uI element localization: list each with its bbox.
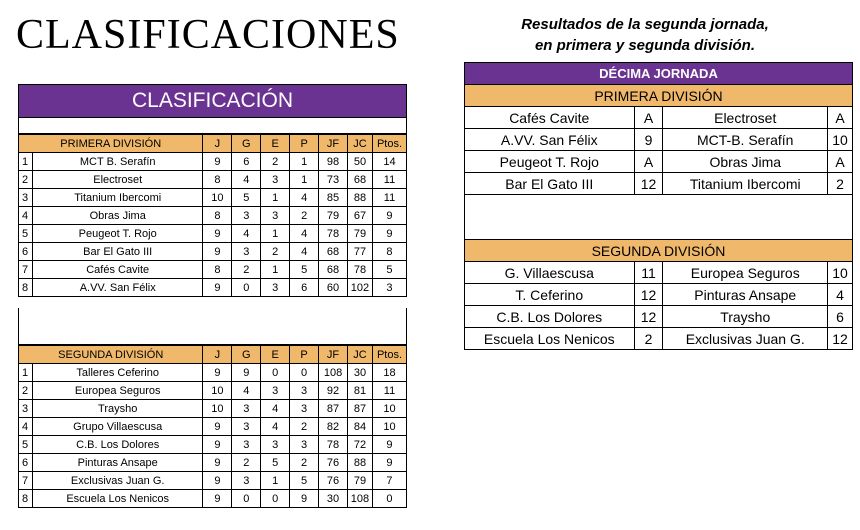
- stat-cell: 6: [290, 279, 319, 297]
- stat-cell: 9: [203, 418, 232, 436]
- subtitle-line-2: en primera y segunda división.: [534, 37, 756, 54]
- position-cell: 5: [19, 225, 33, 243]
- stat-cell: 11: [372, 189, 406, 207]
- stat-cell: 3: [261, 279, 290, 297]
- table-row: [19, 490, 407, 508]
- away-score-cell: 2: [828, 173, 853, 195]
- stat-cell: 9: [232, 364, 261, 382]
- stat-cell: 10: [372, 418, 406, 436]
- standings-gap: [18, 308, 407, 345]
- table-row: [19, 207, 407, 225]
- team-cell: Talleres Ceferino: [32, 364, 202, 382]
- primera-division-label: PRIMERA DIVISIÓN: [19, 135, 203, 153]
- away-score-cell: 4: [828, 284, 853, 306]
- table-row: [19, 382, 407, 400]
- home-team-cell: Peugeot T. Rojo: [465, 151, 635, 173]
- position-cell: 2: [19, 382, 33, 400]
- stat-cell: 2: [261, 243, 290, 261]
- stat-cell: 3: [372, 279, 406, 297]
- stat-cell: 60: [319, 279, 348, 297]
- stat-cell: 2: [232, 454, 261, 472]
- position-cell: 1: [19, 364, 33, 382]
- stat-cell: 11: [372, 171, 406, 189]
- away-team-cell: Titanium Ibercomi: [663, 173, 828, 195]
- stat-cell: 3: [290, 382, 319, 400]
- home-score-cell: A: [634, 151, 663, 173]
- position-cell: 8: [19, 490, 33, 508]
- stat-cell: 77: [348, 243, 373, 261]
- position-cell: 2: [19, 171, 33, 189]
- col-p: P: [290, 135, 319, 153]
- team-cell: Pinturas Ansape: [32, 454, 202, 472]
- stat-cell: 2: [290, 418, 319, 436]
- match-row: [465, 306, 853, 328]
- stat-cell: 9: [203, 454, 232, 472]
- col-e: E: [261, 346, 290, 364]
- position-cell: 5: [19, 436, 33, 454]
- away-team-cell: Traysho: [663, 306, 828, 328]
- stat-cell: 3: [232, 400, 261, 418]
- col-p: P: [290, 346, 319, 364]
- home-team-cell: A.VV. San Félix: [465, 129, 635, 151]
- clasificacion-header: CLASIFICACIÓN: [18, 84, 407, 118]
- home-score-cell: 12: [634, 173, 663, 195]
- stat-cell: 0: [261, 364, 290, 382]
- jornada-results-table: [464, 62, 853, 350]
- position-cell: 3: [19, 400, 33, 418]
- stat-cell: 10: [203, 400, 232, 418]
- stat-cell: 9: [203, 279, 232, 297]
- stat-cell: 0: [261, 490, 290, 508]
- table-row: [19, 171, 407, 189]
- stat-cell: 78: [319, 436, 348, 454]
- spacer-cell: [465, 217, 853, 240]
- stat-cell: 68: [348, 171, 373, 189]
- position-cell: 7: [19, 472, 33, 490]
- stat-cell: 0: [372, 490, 406, 508]
- stat-cell: 67: [348, 207, 373, 225]
- stat-cell: 92: [319, 382, 348, 400]
- stat-cell: 0: [232, 490, 261, 508]
- col-e: E: [261, 135, 290, 153]
- table-row: [19, 364, 407, 382]
- stat-cell: 87: [348, 400, 373, 418]
- stat-cell: 8: [372, 243, 406, 261]
- table-row: [19, 189, 407, 207]
- stat-cell: 4: [232, 171, 261, 189]
- table-row: [19, 261, 407, 279]
- stat-cell: 9: [203, 436, 232, 454]
- stat-cell: 9: [203, 243, 232, 261]
- stat-cell: 4: [290, 189, 319, 207]
- team-cell: C.B. Los Dolores: [32, 436, 202, 454]
- clasificacion-spacer: [18, 117, 407, 134]
- stat-cell: 0: [290, 364, 319, 382]
- away-team-cell: Obras Jima: [663, 151, 828, 173]
- stat-cell: 3: [232, 418, 261, 436]
- match-row: [465, 129, 853, 151]
- stat-cell: 8: [203, 207, 232, 225]
- team-cell: Traysho: [32, 400, 202, 418]
- away-team-cell: Exclusivas Juan G.: [663, 328, 828, 350]
- stat-cell: 8: [203, 171, 232, 189]
- match-row: [465, 262, 853, 284]
- stat-cell: 10: [203, 189, 232, 207]
- col-ptos: Ptos.: [372, 135, 406, 153]
- table-row: [19, 472, 407, 490]
- col-jf: JF: [319, 346, 348, 364]
- team-cell: Grupo Villaescusa: [32, 418, 202, 436]
- col-jf: JF: [319, 135, 348, 153]
- stat-cell: 1: [290, 171, 319, 189]
- away-team-cell: Electroset: [663, 107, 828, 129]
- team-cell: Titanium Ibercomi: [32, 189, 202, 207]
- segunda-results-label: SEGUNDA DIVISIÓN: [465, 240, 853, 262]
- stat-cell: 9: [203, 364, 232, 382]
- stat-cell: 87: [319, 400, 348, 418]
- team-cell: Escuela Los Nenicos: [32, 490, 202, 508]
- stat-cell: 78: [319, 225, 348, 243]
- stat-cell: 1: [261, 189, 290, 207]
- stat-cell: 5: [232, 189, 261, 207]
- primera-header-row: [19, 135, 407, 153]
- stat-cell: 11: [372, 382, 406, 400]
- away-score-cell: 6: [828, 306, 853, 328]
- away-score-cell: A: [828, 107, 853, 129]
- stat-cell: 9: [372, 436, 406, 454]
- stat-cell: 3: [261, 436, 290, 454]
- team-cell: Electroset: [32, 171, 202, 189]
- position-cell: 4: [19, 418, 33, 436]
- spacer-cell: [465, 195, 853, 218]
- home-team-cell: C.B. Los Dolores: [465, 306, 635, 328]
- primera-standings-table: [18, 134, 407, 297]
- table-row: [19, 225, 407, 243]
- stat-cell: 73: [319, 171, 348, 189]
- team-cell: Europea Seguros: [32, 382, 202, 400]
- stat-cell: 108: [319, 364, 348, 382]
- team-cell: Cafés Cavite: [32, 261, 202, 279]
- col-ptos: Ptos.: [372, 346, 406, 364]
- stat-cell: 85: [319, 189, 348, 207]
- home-score-cell: 2: [634, 328, 663, 350]
- stat-cell: 9: [372, 225, 406, 243]
- stat-cell: 2: [232, 261, 261, 279]
- stat-cell: 98: [319, 153, 348, 171]
- stat-cell: 3: [261, 382, 290, 400]
- away-team-cell: Europea Seguros: [663, 262, 828, 284]
- match-row: [465, 328, 853, 350]
- stat-cell: 3: [290, 400, 319, 418]
- stat-cell: 10: [372, 400, 406, 418]
- table-row: [19, 243, 407, 261]
- stat-cell: 88: [348, 189, 373, 207]
- stat-cell: 18: [372, 364, 406, 382]
- stat-cell: 108: [348, 490, 373, 508]
- segunda-results-header-row: [465, 240, 853, 262]
- stat-cell: 3: [290, 436, 319, 454]
- stat-cell: 79: [348, 472, 373, 490]
- stat-cell: 4: [290, 243, 319, 261]
- team-cell: A.VV. San Félix: [32, 279, 202, 297]
- col-g: G: [232, 135, 261, 153]
- home-team-cell: Cafés Cavite: [465, 107, 635, 129]
- stat-cell: 88: [348, 454, 373, 472]
- away-team-cell: MCT-B. Serafín: [663, 129, 828, 151]
- stat-cell: 8: [203, 261, 232, 279]
- position-cell: 6: [19, 454, 33, 472]
- stat-cell: 76: [319, 454, 348, 472]
- position-cell: 3: [19, 189, 33, 207]
- stat-cell: 5: [261, 454, 290, 472]
- stat-cell: 1: [261, 261, 290, 279]
- match-row: [465, 173, 853, 195]
- stat-cell: 72: [348, 436, 373, 454]
- stat-cell: 0: [232, 279, 261, 297]
- stat-cell: 82: [319, 418, 348, 436]
- match-row: [465, 284, 853, 306]
- away-score-cell: A: [828, 151, 853, 173]
- table-row: [19, 454, 407, 472]
- stat-cell: 5: [372, 261, 406, 279]
- segunda-header-row: [19, 346, 407, 364]
- team-cell: Peugeot T. Rojo: [32, 225, 202, 243]
- col-j: J: [203, 346, 232, 364]
- stat-cell: 2: [290, 454, 319, 472]
- stat-cell: 4: [232, 225, 261, 243]
- segunda-division-label: SEGUNDA DIVISIÓN: [19, 346, 203, 364]
- stat-cell: 84: [348, 418, 373, 436]
- stat-cell: 1: [261, 225, 290, 243]
- subtitle: [470, 14, 820, 56]
- stat-cell: 79: [348, 225, 373, 243]
- stat-cell: 9: [203, 472, 232, 490]
- stat-cell: 9: [203, 490, 232, 508]
- table-row: [19, 279, 407, 297]
- home-team-cell: T. Ceferino: [465, 284, 635, 306]
- home-score-cell: A: [634, 107, 663, 129]
- stat-cell: 2: [261, 153, 290, 171]
- position-cell: 7: [19, 261, 33, 279]
- stat-cell: 68: [319, 261, 348, 279]
- col-j: J: [203, 135, 232, 153]
- stat-cell: 6: [232, 153, 261, 171]
- stat-cell: 3: [261, 207, 290, 225]
- stat-cell: 3: [261, 171, 290, 189]
- stat-cell: 30: [319, 490, 348, 508]
- match-row: [465, 107, 853, 129]
- page-title: CLASIFICACIONES: [16, 12, 400, 58]
- stat-cell: 3: [232, 207, 261, 225]
- subtitle-line-1: Resultados de la segunda jornada,: [521, 16, 769, 33]
- match-row: [465, 151, 853, 173]
- stat-cell: 2: [290, 207, 319, 225]
- stat-cell: 30: [348, 364, 373, 382]
- jornada-header-row: [465, 63, 853, 85]
- stat-cell: 1: [290, 153, 319, 171]
- team-cell: Bar El Gato III: [32, 243, 202, 261]
- segunda-standings-table: [18, 345, 407, 508]
- col-jc: JC: [348, 346, 373, 364]
- home-score-cell: 9: [634, 129, 663, 151]
- away-score-cell: 10: [828, 262, 853, 284]
- stat-cell: 81: [348, 382, 373, 400]
- stat-cell: 3: [232, 243, 261, 261]
- home-team-cell: Bar El Gato III: [465, 173, 635, 195]
- position-cell: 8: [19, 279, 33, 297]
- stat-cell: 4: [290, 225, 319, 243]
- stat-cell: 76: [319, 472, 348, 490]
- stat-cell: 79: [319, 207, 348, 225]
- table-row: [19, 400, 407, 418]
- home-team-cell: G. Villaescusa: [465, 262, 635, 284]
- jornada-heading: DÉCIMA JORNADA: [465, 63, 853, 85]
- table-row: [19, 153, 407, 171]
- stat-cell: 3: [232, 436, 261, 454]
- team-cell: Exclusivas Juan G.: [32, 472, 202, 490]
- position-cell: 6: [19, 243, 33, 261]
- stat-cell: 3: [232, 472, 261, 490]
- team-cell: Obras Jima: [32, 207, 202, 225]
- home-score-cell: 12: [634, 306, 663, 328]
- stat-cell: 9: [203, 153, 232, 171]
- stat-cell: 9: [372, 207, 406, 225]
- spacer-row: [465, 217, 853, 240]
- stat-cell: 102: [348, 279, 373, 297]
- stat-cell: 9: [290, 490, 319, 508]
- primera-results-header-row: [465, 85, 853, 107]
- stat-cell: 4: [261, 400, 290, 418]
- stat-cell: 4: [232, 382, 261, 400]
- away-team-cell: Pinturas Ansape: [663, 284, 828, 306]
- col-jc: JC: [348, 135, 373, 153]
- home-team-cell: Escuela Los Nenicos: [465, 328, 635, 350]
- table-row: [19, 418, 407, 436]
- stat-cell: 4: [261, 418, 290, 436]
- col-g: G: [232, 346, 261, 364]
- stat-cell: 5: [290, 261, 319, 279]
- home-score-cell: 12: [634, 284, 663, 306]
- stat-cell: 50: [348, 153, 373, 171]
- position-cell: 1: [19, 153, 33, 171]
- spacer-row: [465, 195, 853, 218]
- stat-cell: 5: [290, 472, 319, 490]
- position-cell: 4: [19, 207, 33, 225]
- stat-cell: 78: [348, 261, 373, 279]
- home-score-cell: 11: [634, 262, 663, 284]
- stat-cell: 14: [372, 153, 406, 171]
- table-row: [19, 436, 407, 454]
- stat-cell: 68: [319, 243, 348, 261]
- away-score-cell: 10: [828, 129, 853, 151]
- stat-cell: 9: [372, 454, 406, 472]
- primera-results-label: PRIMERA DIVISIÓN: [465, 85, 853, 107]
- away-score-cell: 12: [828, 328, 853, 350]
- team-cell: MCT B. Serafín: [32, 153, 202, 171]
- stat-cell: 7: [372, 472, 406, 490]
- stat-cell: 1: [261, 472, 290, 490]
- stat-cell: 9: [203, 225, 232, 243]
- stat-cell: 10: [203, 382, 232, 400]
